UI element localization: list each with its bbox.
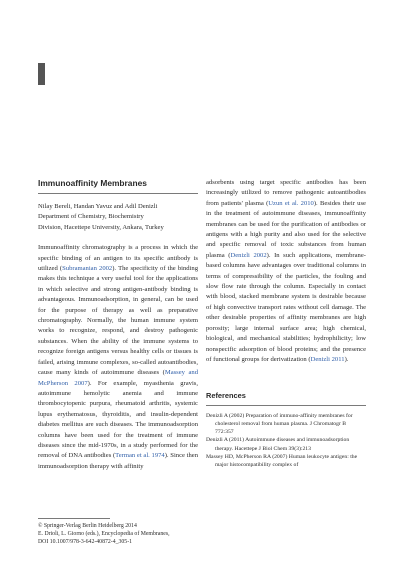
author-names: Nilay Bereli, Handan Yavuz and Adil Denizli xyxy=(38,203,158,210)
citation-link[interactable]: Uzun et al. 2010 xyxy=(268,199,314,207)
citation-link[interactable]: Denizli 2011 xyxy=(310,355,345,363)
chapter-letter-i xyxy=(38,63,45,85)
right-column xyxy=(206,178,366,469)
footnote-rule xyxy=(38,518,110,519)
reference-item: Massey HD, McPherson RA (2007) Human leukocyte antigen: the major histocompatibility complex of xyxy=(206,453,358,468)
reference-item: Denizli A (2011) Autoimmune diseases and immunoadsorption therapy. Hacettepe J Biol Chem 39(3):213 xyxy=(206,437,350,452)
reference-item: Denizli A (2002) Preparation of immuno-affinity membranes for cholesterol removal from human plasma. J Chromatogr B 772:357 xyxy=(206,412,353,436)
citation-link[interactable]: Subramanian 2002 xyxy=(62,265,113,273)
author-affiliation-2: Division, Hacettepe University, Ankara, Turkey xyxy=(38,223,164,231)
references-heading: References xyxy=(206,391,366,405)
paragraph-2: adsorbents using target specific antibodies has been increasingly utilized to remove pathogenic autoantibodies from patients' plasma (Uzun et al. 2010). Besides their use in the treatment of autoimmune diseases, immunoaffinity membranes can be used for the purification of antibodies or antigens with a high purity and also used for the selective and specific removal of toxic substances from human plasma (Denizli 2002). In such applications, membrane-based columns have advantages over traditional columns in terms of compressibility of the particles, the fouling and slow flow rate through the column. Especially in contact with blood, stacked membrane system is desirable because of high convective transport rates without cell damage. The other desirable properties of affinity membranes are high porosity; large internal surface area; high chemical, biological, and mechanical stabilities; hydrophilicity; low nonspecific adsorption of blood proteins; and the presence of functional groups for derivatization (Denizli 2011). xyxy=(206,179,366,363)
paragraph-1: Immunoaffinity chromatography is a process in which the specific binding of an antigen to its specific antibody is utilized (Subramanian 2002). The specificity of the binding makes this technique a very useful tool for the applications in which selective and strong antigen-antibody binding is advantageous. Immunoadsorption, in general, can be used for the purpose of therapy as well as preparative chromatography. Normally, the human immune system works to recognize, respond, and destroy pathogenic substances. When the ability of the immune systems to recognize foreign antigens versus healthy cells or tissues is failed, arising immune complexes, so-called autoantibodies, cause many kinds of autoimmune diseases (Massey and McPherson 2007). For example, myasthenia gravis, autoimmune hemolytic anemia and immune thrombocytopenic purpura, rheumatoid arthritis, systemic lupus erythematosus, thyroiditis, and insulin-dependent diabetes mellitus are such diseases. The immunoadsorption columns have been used for the treatment of immune diseases since the mid-1970s, in a study performed for the removal of DNA antibodies (Terman et al. 1974). Since then immunoadsorption therapy with affinity xyxy=(38,244,198,470)
citation-link[interactable]: Terman et al. 1974 xyxy=(115,452,165,460)
copyright-line: © Springer-Verlag Berlin Heidelberg 2014 xyxy=(38,523,137,529)
doi-line: DOI 10.1007/978-3-642-40872-4_305-1 xyxy=(38,539,133,545)
citation-link[interactable]: Denizli 2002 xyxy=(230,251,267,259)
citation-link[interactable]: Massey and McPherson 2007 xyxy=(38,369,198,387)
author-block xyxy=(38,202,198,233)
left-column xyxy=(38,178,198,472)
author-affiliation: Department of Chemistry, Biochemistry xyxy=(38,213,144,221)
article-title: Immunoaffinity Membranes xyxy=(38,178,198,194)
copyright-footnote xyxy=(38,518,198,546)
citation-line: E. Drioli, L. Giorno (eds.), Encyclopedia of Membranes, xyxy=(38,531,170,537)
